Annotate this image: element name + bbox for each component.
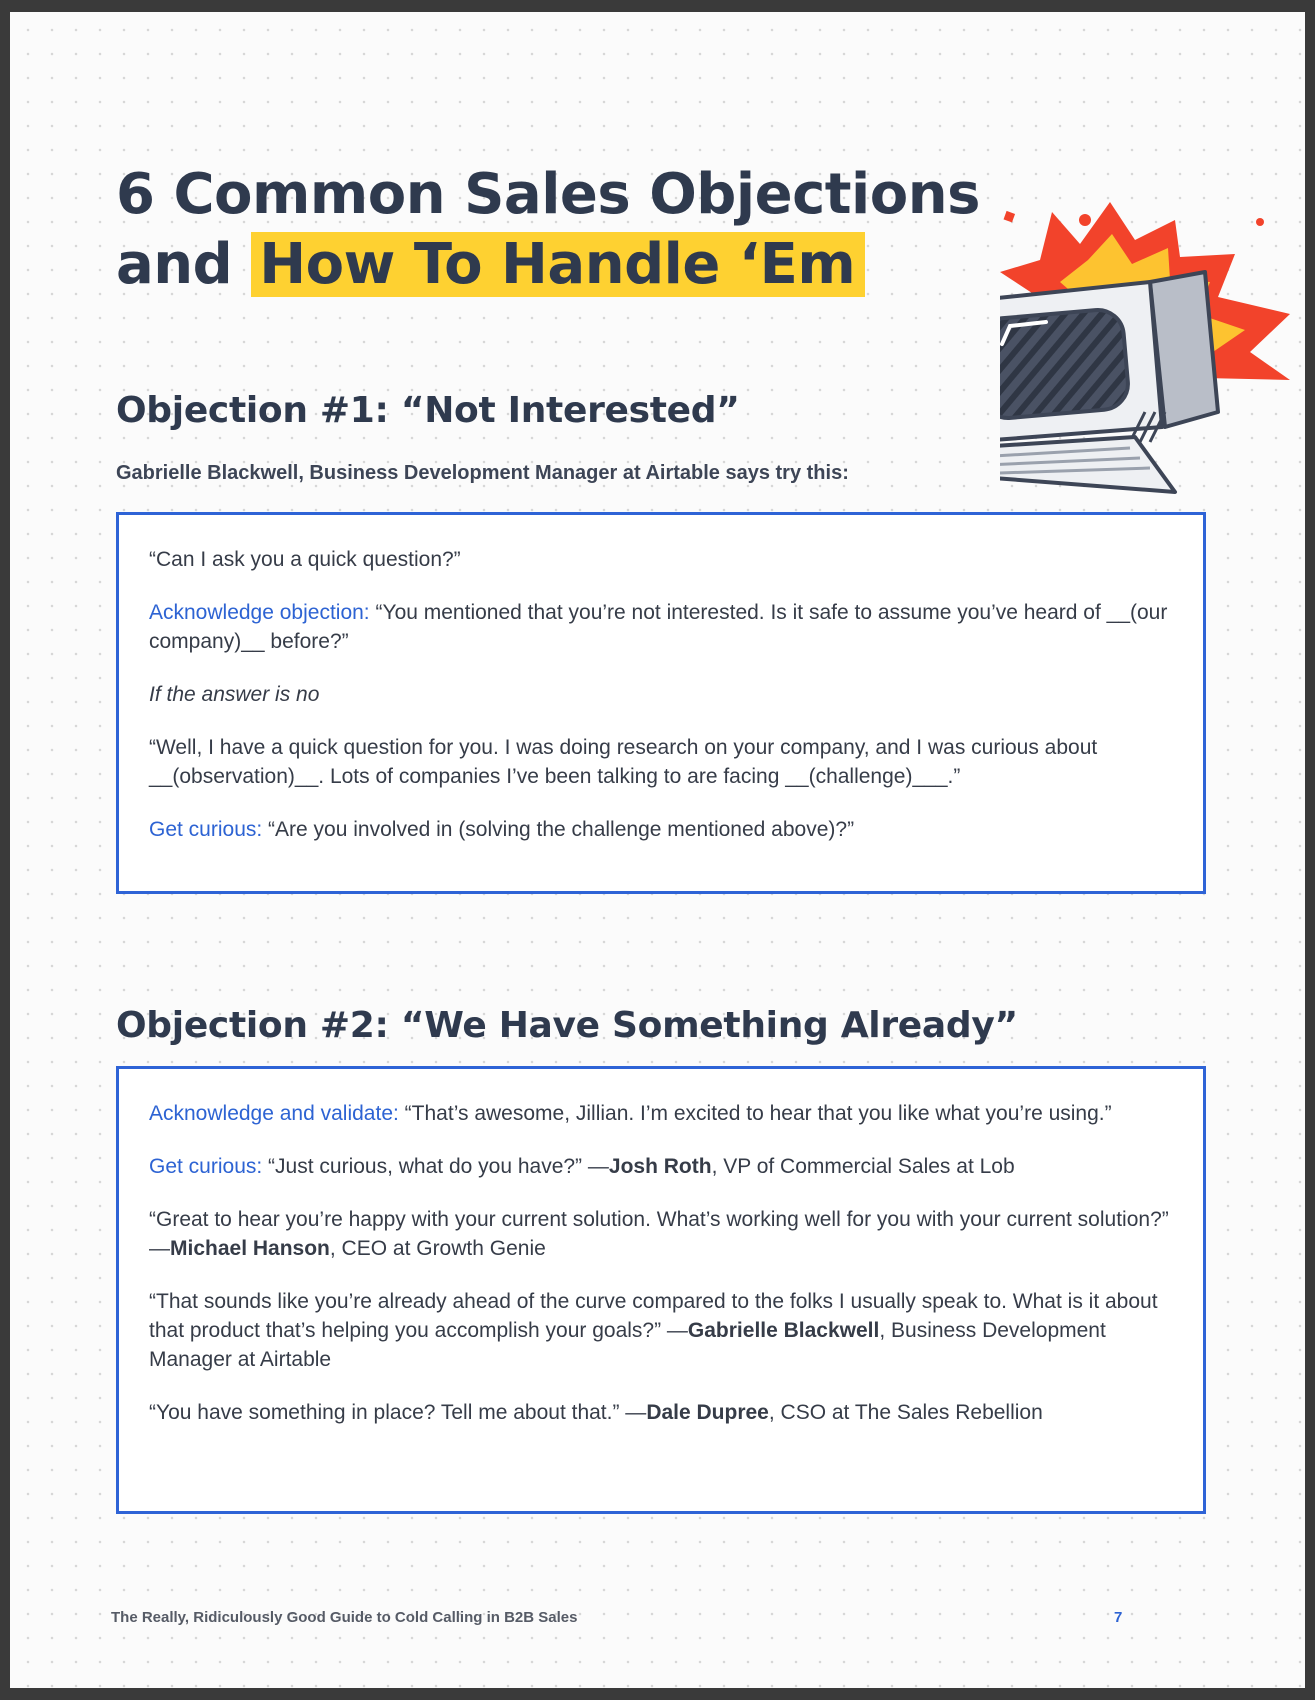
quote-author: Michael Hanson xyxy=(170,1237,330,1260)
page-title xyxy=(116,160,980,300)
curious-label: Get curious: xyxy=(149,818,263,841)
objection-1-script-box xyxy=(116,512,1206,894)
quote-paragraph xyxy=(149,1398,1173,1427)
acknowledge-text: “You mentioned that you’re not interested. Is it safe to assume you’ve heard of __(our company)__ before?” xyxy=(149,601,1168,653)
objection-1-heading: Objection #1: “Not Interested” xyxy=(116,390,740,431)
validate-text: “That’s awesome, Jillian. I’m excited to hear that you like what you’re using.” xyxy=(398,1102,1112,1125)
exploding-computer-icon xyxy=(1000,202,1305,532)
curious-quote-paragraph xyxy=(149,1152,1173,1181)
quote-role: , Business Development Manager at Airtable xyxy=(149,1319,1106,1371)
document-page xyxy=(10,12,1305,1688)
quote-author: Josh Roth xyxy=(608,1155,712,1178)
validate-label: Acknowledge and validate: xyxy=(149,1102,399,1125)
curious-text: “Are you involved in (solving the challenge mentioned above)?” xyxy=(262,818,855,841)
quote-text: “You have something in place? Tell me about that.” — xyxy=(149,1401,647,1424)
followup-paragraph: “Well, I have a quick question for you. I was doing research on your company, and I was curious about __(observation)__. Lots of companies I’ve been talking to are facing __(challenge)___.” xyxy=(149,736,1098,788)
quote-paragraph xyxy=(149,1205,1173,1263)
title-highlight: How To Handle ‘Em xyxy=(251,232,865,297)
page-number: 7 xyxy=(1114,1609,1123,1626)
quote-text: “That sounds like you’re already ahead of the curve compared to the folks I usually speak to. What is it about that product that’s helping you accomplish your goals?” — xyxy=(149,1290,1158,1342)
curious-paragraph xyxy=(149,815,1173,844)
footer-title: The Really, Ridiculously Good Guide to Cold Calling in B2B Sales xyxy=(111,1609,578,1626)
quote-paragraph xyxy=(149,1287,1173,1374)
curious-quote-text: “Just curious, what do you have?” — xyxy=(262,1155,609,1178)
acknowledge-paragraph xyxy=(149,598,1173,656)
title-line-1: 6 Common Sales Objections xyxy=(116,162,980,227)
quote-author: Dale Dupree xyxy=(646,1401,769,1424)
objection-2-script-box xyxy=(116,1066,1206,1514)
curious-label: Get curious: xyxy=(149,1155,263,1178)
opener-line: “Can I ask you a quick question?” xyxy=(149,548,461,571)
objection-1-attribution: Gabrielle Blackwell, Business Development Manager at Airtable says try this: xyxy=(116,462,849,484)
objection-2-heading: Objection #2: “We Have Something Already” xyxy=(116,1005,1018,1046)
quote-role: , CEO at Growth Genie xyxy=(329,1237,546,1260)
quote-author: Gabrielle Blackwell xyxy=(687,1319,880,1342)
validate-paragraph xyxy=(149,1099,1173,1128)
quote-role: , CSO at The Sales Rebellion xyxy=(768,1401,1043,1424)
quote-role: , VP of Commercial Sales at Lob xyxy=(711,1155,1015,1178)
acknowledge-label: Acknowledge objection: xyxy=(149,601,370,624)
condition-line: If the answer is no xyxy=(149,683,320,706)
quote-text: “Great to hear you’re happy with your current solution. What’s working well for you with your current solution?” — xyxy=(149,1208,1169,1260)
title-line-2-plain: and xyxy=(116,232,252,297)
